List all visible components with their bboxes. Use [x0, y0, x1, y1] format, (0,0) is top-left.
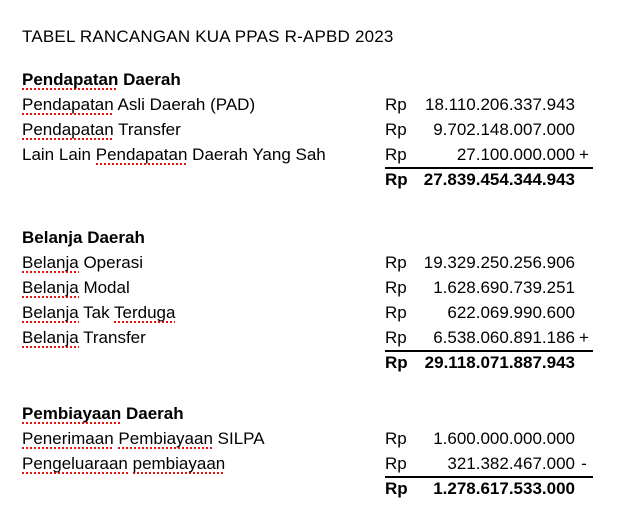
budget-row	[22, 303, 640, 328]
amount-cell-sum-line	[385, 454, 593, 478]
operator-suffix	[575, 278, 593, 298]
amount-cell	[385, 278, 593, 298]
amount-cell	[385, 253, 593, 273]
amount-value: 321.382.467.000	[447, 454, 575, 473]
section-belanja-daerah	[22, 228, 640, 378]
amount-value: 19.329.250.256.906	[423, 253, 575, 272]
row-label	[22, 253, 385, 273]
heading-text: Belanja Daerah	[22, 228, 145, 247]
misspelled-word: Belanja	[22, 303, 79, 322]
label-text: SILPA	[212, 429, 265, 448]
misspelled-word: Belanja	[22, 253, 79, 272]
label-text: Transfer	[78, 328, 146, 347]
amount-cell	[385, 429, 593, 449]
operator-suffix	[575, 170, 593, 190]
row-label	[22, 454, 385, 474]
label-text: Operasi	[78, 253, 143, 272]
currency-label: Rp	[385, 479, 408, 498]
budget-row	[22, 95, 640, 120]
misspelled-word: Pembiayaan	[22, 404, 122, 423]
budget-row	[22, 120, 640, 145]
misspelled-word: Pendapatan	[22, 95, 114, 114]
budget-row	[22, 454, 640, 479]
amount-value: 1.628.690.739.251	[433, 278, 575, 297]
currency-label: Rp	[385, 253, 407, 272]
label-text: Lain Lain	[22, 145, 96, 164]
section-pembiayaan-daerah	[22, 404, 640, 504]
misspelled-word: Pendapatan	[22, 70, 119, 89]
total-amount-value: 29.118.071.887.943	[424, 353, 575, 372]
document-page	[22, 27, 640, 504]
label-text: Asli Daerah (PAD)	[113, 95, 256, 114]
amount-cell	[385, 120, 593, 140]
total-amount-value: 1.278.617.533.000	[433, 479, 575, 498]
currency-label: Rp	[385, 95, 407, 114]
row-label	[22, 95, 385, 115]
amount-value: 18.110.206.337.943	[425, 95, 575, 114]
currency-label: Rp	[385, 278, 407, 297]
row-label	[22, 278, 385, 298]
amount-cell	[385, 95, 593, 115]
misspelled-word: Pembiayaan	[118, 429, 213, 448]
currency-label: Rp	[385, 303, 407, 322]
budget-row	[22, 145, 640, 170]
page-title: TABEL RANCANGAN KUA PPAS R-APBD 2023	[22, 27, 394, 46]
row-label	[22, 328, 385, 348]
misspelled-word: Pendapatan	[22, 120, 114, 139]
section-total-row	[22, 353, 640, 378]
amount-cell	[385, 303, 593, 323]
amount-value: 622.069.990.600	[447, 303, 575, 322]
label-text: Transfer	[113, 120, 181, 139]
budget-row	[22, 253, 640, 278]
operator-suffix	[575, 353, 593, 373]
budget-row	[22, 328, 640, 353]
minus-operator: -	[581, 454, 587, 473]
currency-label: Rp	[385, 454, 407, 473]
amount-cell-sum-line	[385, 145, 593, 169]
row-label	[22, 303, 385, 323]
row-label	[22, 120, 385, 140]
section-heading-label	[22, 404, 385, 424]
heading-text: Daerah	[118, 70, 181, 89]
misspelled-word: Belanja	[22, 328, 79, 347]
currency-label: Rp	[385, 328, 407, 347]
currency-label: Rp	[385, 429, 407, 448]
operator-suffix	[575, 253, 593, 273]
total-amount-cell	[385, 479, 593, 499]
operator-suffix	[575, 479, 593, 499]
amount-value: 27.100.000.000	[456, 145, 575, 164]
currency-label: Rp	[385, 120, 407, 139]
budget-row	[22, 429, 640, 454]
total-amount-cell	[385, 170, 593, 190]
label-text: Daerah Yang Sah	[187, 145, 326, 164]
section-total-row	[22, 170, 640, 195]
label-text	[128, 454, 133, 473]
row-label	[22, 145, 385, 165]
plus-operator: +	[579, 328, 589, 347]
section-pendapatan-daerah	[22, 70, 640, 195]
total-amount-value: 27.839.454.344.943	[423, 170, 575, 189]
heading-text: Daerah	[121, 404, 184, 423]
misspelled-word: Pengeluaraan	[22, 454, 128, 473]
section-heading	[22, 70, 640, 95]
section-heading	[22, 228, 640, 253]
misspelled-word: Pendapatan	[95, 145, 188, 164]
budget-row	[22, 278, 640, 303]
currency-label: Rp	[385, 145, 407, 164]
misspelled-word: Belanja	[22, 278, 79, 297]
amount-value: 1.600.000.000.000	[433, 429, 575, 448]
operator-suffix	[575, 120, 593, 140]
row-label	[22, 429, 385, 449]
misspelled-word: Penerimaan	[22, 429, 114, 448]
section-heading-label	[22, 70, 385, 90]
misspelled-word: Terduga	[114, 303, 176, 322]
total-amount-cell	[385, 353, 593, 373]
plus-operator: +	[579, 145, 589, 164]
operator-suffix	[575, 429, 593, 449]
misspelled-word: pembiayaan	[132, 454, 226, 473]
label-text: Tak	[78, 303, 115, 322]
section-heading	[22, 404, 640, 429]
currency-label: Rp	[385, 353, 408, 372]
section-total-row	[22, 479, 640, 504]
section-heading-label	[22, 228, 385, 248]
amount-value: 9.702.148.007.000	[433, 120, 575, 139]
amount-value: 6.538.060.891.186	[433, 328, 575, 347]
label-text: Modal	[78, 278, 130, 297]
currency-label: Rp	[385, 170, 408, 189]
operator-suffix	[575, 303, 593, 323]
operator-suffix	[575, 95, 593, 115]
amount-cell-sum-line	[385, 328, 593, 352]
